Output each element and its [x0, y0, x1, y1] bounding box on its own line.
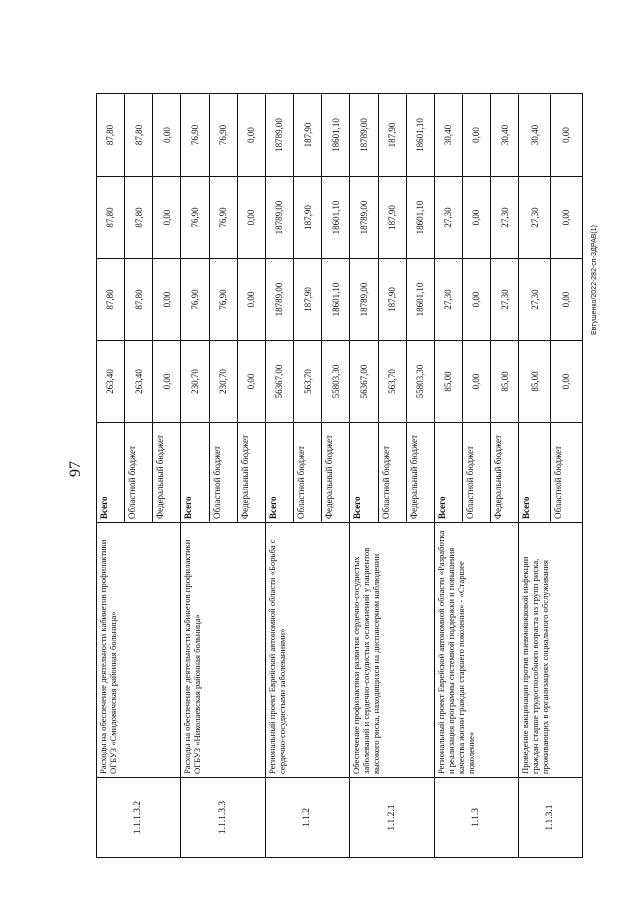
amount-cell: 18789,00 — [350, 259, 378, 341]
funding-source-label: Федеральный бюджет — [237, 423, 265, 523]
amount-cell: 30,40 — [519, 94, 551, 177]
funding-source-label: Всего — [265, 423, 293, 523]
footer-doc-id: Евтушенко/2022-282-сп-ЗДРАВ(1) — [591, 225, 598, 335]
amount-cell: 187,90 — [378, 94, 406, 177]
amount-cell: 18789,00 — [265, 94, 293, 177]
row-description: Региональный проект Еврейской автономной области «Борьба с сердечно-сосудистыми заболеваниями» — [265, 523, 349, 778]
amount-cell: 0,00 — [463, 94, 491, 177]
row-code: 1.1.1.3.2 — [97, 778, 181, 858]
amount-cell: 563,70 — [378, 341, 406, 423]
funding-source-label: Всего — [519, 423, 551, 523]
amount-cell: 27,30 — [434, 177, 462, 259]
row-code: 1.1.1.3.3 — [181, 778, 265, 858]
amount-cell: 27,30 — [434, 259, 462, 341]
amount-cell: 187,90 — [294, 259, 322, 341]
amount-cell: 263,40 — [97, 341, 125, 423]
amount-cell: 55803,30 — [406, 341, 434, 423]
funding-source-label: Областной бюджет — [294, 423, 322, 523]
amount-cell: 76,90 — [209, 259, 237, 341]
funding-source-label: Федеральный бюджет — [491, 423, 519, 523]
table-row — [519, 94, 551, 858]
amount-cell: 187,90 — [378, 259, 406, 341]
amount-cell: 85,00 — [491, 341, 519, 423]
row-code: 1.1.3 — [434, 778, 518, 858]
amount-cell: 76,90 — [181, 259, 209, 341]
amount-cell: 0,00 — [153, 341, 181, 423]
amount-cell: 18601,10 — [322, 94, 350, 177]
funding-source-label: Всего — [181, 423, 209, 523]
row-code: 1.1.2.1 — [350, 778, 434, 858]
amount-cell: 0,00 — [153, 259, 181, 341]
table-row — [181, 94, 209, 858]
amount-cell: 187,90 — [294, 177, 322, 259]
amount-cell: 18601,10 — [406, 177, 434, 259]
amount-cell: 18789,00 — [350, 177, 378, 259]
budget-table — [96, 93, 583, 858]
amount-cell: 76,90 — [181, 177, 209, 259]
row-description: Проведение вакцинации против пневмококковой инфекции граждан старше трудоспособного возраста из групп риска, проживающих в организациях социального обслуживания — [519, 523, 583, 778]
funding-source-label: Областной бюджет — [125, 423, 153, 523]
amount-cell: 30,40 — [434, 94, 462, 177]
amount-cell: 76,90 — [209, 94, 237, 177]
amount-cell: 263,40 — [125, 341, 153, 423]
funding-source-label: Областной бюджет — [209, 423, 237, 523]
amount-cell: 87,80 — [97, 259, 125, 341]
row-code: 1.1.3.1 — [519, 778, 583, 858]
amount-cell: 27,30 — [519, 259, 551, 341]
amount-cell: 76,90 — [209, 177, 237, 259]
funding-source-label: Всего — [434, 423, 462, 523]
amount-cell: 0,00 — [153, 94, 181, 177]
amount-cell: 0,00 — [463, 341, 491, 423]
funding-source-label: Всего — [97, 423, 125, 523]
amount-cell: 27,30 — [519, 177, 551, 259]
amount-cell: 0,00 — [463, 259, 491, 341]
amount-cell: 0,00 — [237, 259, 265, 341]
amount-cell: 87,80 — [125, 177, 153, 259]
row-description: Расходы на обеспечение деятельности кабинетов профилактики ОГБУЗ «Смидовичская районная больница» — [97, 523, 181, 778]
amount-cell: 87,80 — [125, 94, 153, 177]
funding-source-label: Федеральный бюджет — [406, 423, 434, 523]
amount-cell: 0,00 — [551, 94, 583, 177]
amount-cell: 18789,00 — [265, 259, 293, 341]
amount-cell: 85,00 — [434, 341, 462, 423]
amount-cell: 0,00 — [153, 177, 181, 259]
amount-cell: 0,00 — [237, 341, 265, 423]
table-row — [265, 94, 293, 858]
row-description: Региональный проект Еврейской автономной области «Разработка и реализация программы системной поддержки и повышения качества жизни граждан старшего поколения» - «Старшее поколение» — [434, 523, 518, 778]
amount-cell: 85,00 — [519, 341, 551, 423]
amount-cell: 87,80 — [97, 94, 125, 177]
amount-cell: 230,70 — [181, 341, 209, 423]
amount-cell: 27,30 — [491, 259, 519, 341]
table-row — [434, 94, 462, 858]
budget-table-container — [96, 94, 583, 858]
funding-source-label: Федеральный бюджет — [322, 423, 350, 523]
amount-cell: 0,00 — [237, 94, 265, 177]
amount-cell: 18789,00 — [265, 177, 293, 259]
amount-cell: 0,00 — [237, 177, 265, 259]
amount-cell: 18601,10 — [322, 177, 350, 259]
amount-cell: 18601,10 — [406, 94, 434, 177]
page-number: 97 — [67, 461, 84, 477]
amount-cell: 230,70 — [209, 341, 237, 423]
amount-cell: 55803,30 — [322, 341, 350, 423]
funding-source-label: Областной бюджет — [378, 423, 406, 523]
funding-source-label: Федеральный бюджет — [153, 423, 181, 523]
row-description: Расходы на обеспечение деятельности кабинетов профилактики ОГБУЗ «Николаевская районная больница» — [181, 523, 265, 778]
funding-source-label: Всего — [350, 423, 378, 523]
amount-cell: 563,70 — [294, 341, 322, 423]
amount-cell: 187,90 — [294, 94, 322, 177]
amount-cell: 18789,00 — [350, 94, 378, 177]
amount-cell: 87,80 — [125, 259, 153, 341]
amount-cell: 0,00 — [463, 177, 491, 259]
row-description: Обеспечение профилактики развития сердечно-сосудистых заболеваний и сердечно-сосудистых осложнений у пациентов высокого риска, находящихся на диспансерном наблюдении — [350, 523, 434, 778]
funding-source-label: Областной бюджет — [551, 423, 583, 523]
amount-cell: 56367,00 — [265, 341, 293, 423]
amount-cell: 30,40 — [491, 94, 519, 177]
funding-source-label: Областной бюджет — [463, 423, 491, 523]
amount-cell: 18601,10 — [322, 259, 350, 341]
row-code: 1.1.2 — [265, 778, 349, 858]
amount-cell: 0,00 — [551, 177, 583, 259]
amount-cell: 187,90 — [378, 177, 406, 259]
amount-cell: 56367,00 — [350, 341, 378, 423]
amount-cell: 27,30 — [491, 177, 519, 259]
amount-cell: 0,00 — [551, 259, 583, 341]
table-row — [350, 94, 378, 858]
table-row — [97, 94, 125, 858]
amount-cell: 0,00 — [551, 341, 583, 423]
amount-cell: 76,90 — [181, 94, 209, 177]
amount-cell: 18601,10 — [406, 259, 434, 341]
amount-cell: 87,80 — [97, 177, 125, 259]
